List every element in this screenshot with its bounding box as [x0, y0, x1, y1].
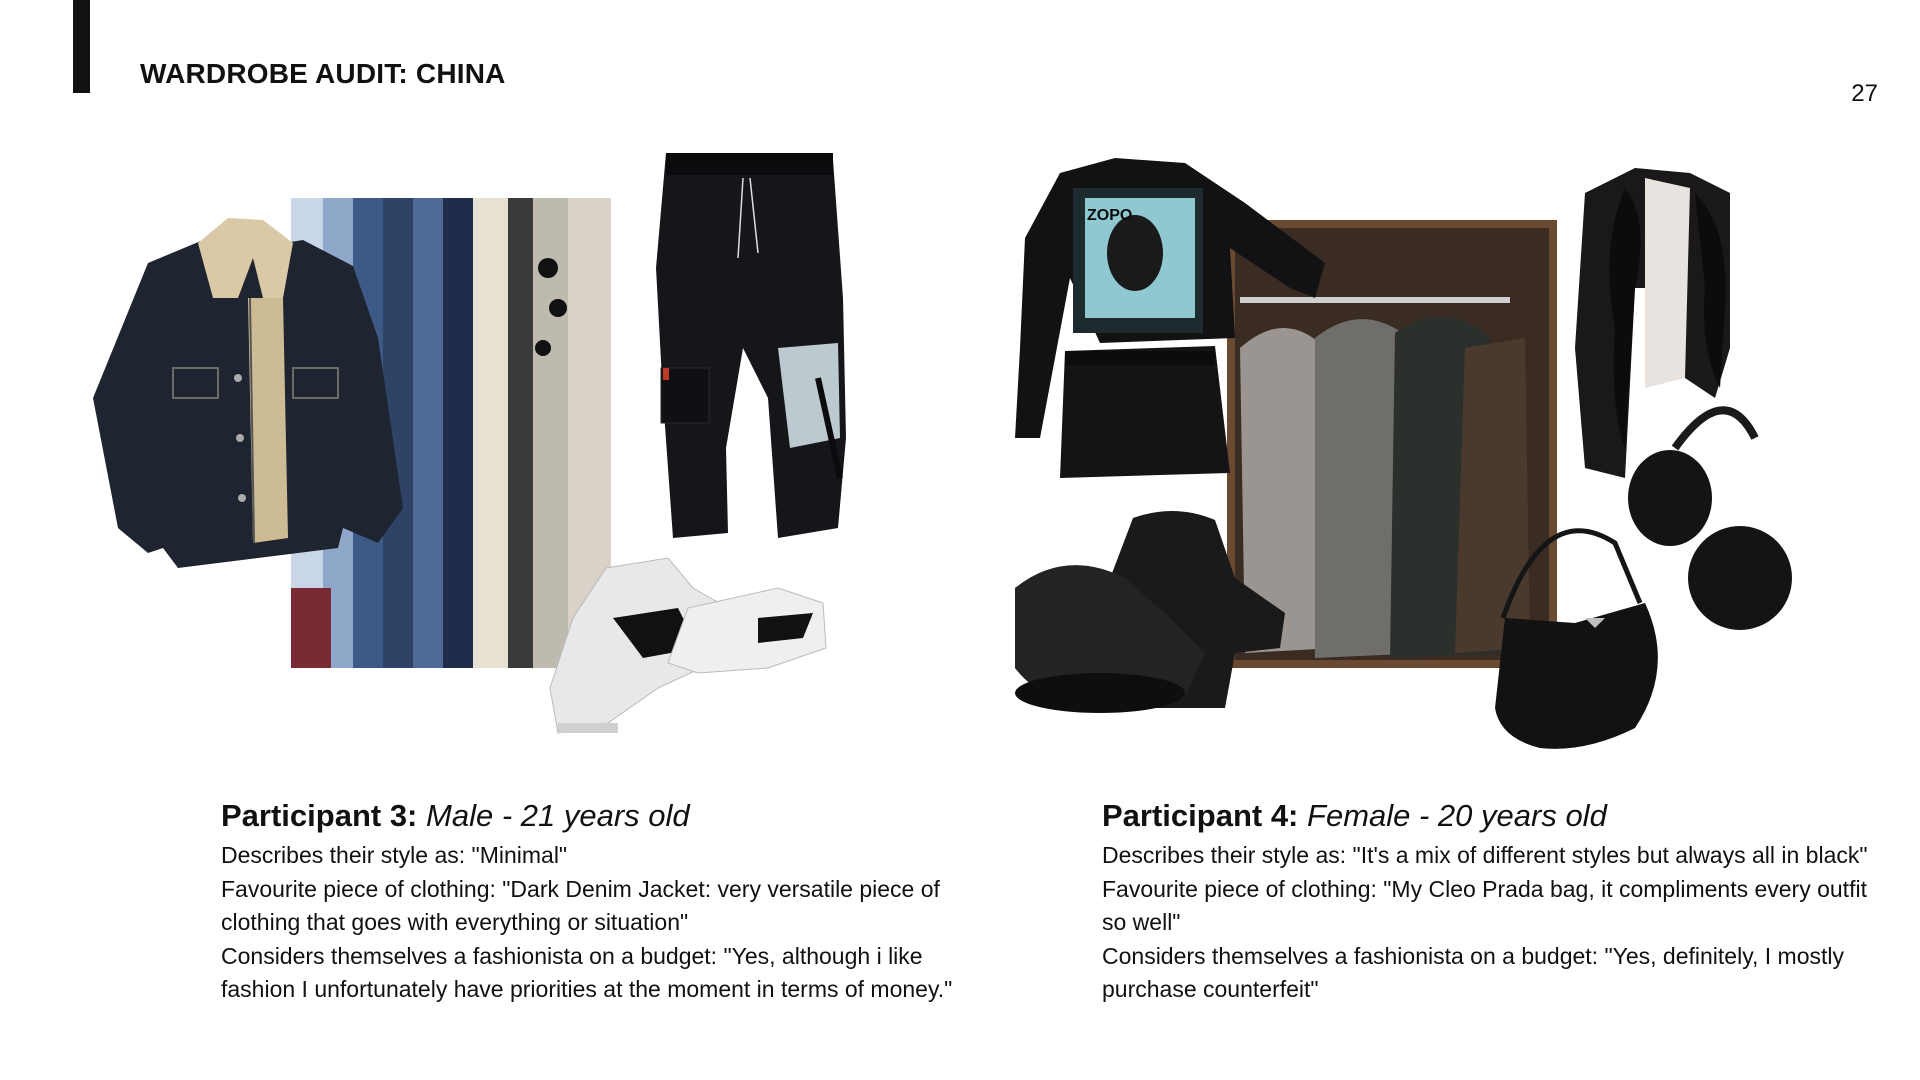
participant-4-name: Participant 4: — [1102, 798, 1299, 833]
fur-jacket-image — [1575, 168, 1730, 478]
earmuffs-image — [1628, 410, 1792, 630]
participant-3-favourite: Favourite piece of clothing: "Dark Denim Jacket: very versatile piece of clothing that goes with everything or situation" — [221, 875, 940, 935]
participant-3-block — [221, 796, 981, 1007]
participant-4-favourite: Favourite piece of clothing: "My Cleo Prada bag, it compliments every outfit so well" — [1102, 875, 1867, 935]
participant-3-demographic: Male - 21 years old — [426, 798, 690, 833]
mini-skirt-image — [1060, 346, 1230, 478]
svg-text:ZOPO: ZOPO — [1087, 207, 1133, 224]
participant-4-style: Describes their style as: "It's a mix of different styles but always all in black" — [1102, 842, 1868, 868]
cargo-pants-image — [656, 153, 846, 538]
participant-4-demographic: Female - 20 years old — [1307, 798, 1607, 833]
participant-4-block — [1102, 796, 1882, 1007]
collage-participant-4 — [985, 148, 1800, 758]
collage-participant-3 — [78, 148, 868, 748]
participant-3-style: Describes their style as: "Minimal" — [221, 842, 568, 868]
participant-4-heading — [1102, 796, 1882, 836]
participant-4-budget: Considers themselves a fashionista on a budget: "Yes, definitely, I mostly purchase counterfeit" — [1102, 942, 1845, 1002]
participant-3-budget: Considers themselves a fashionista on a budget: "Yes, although i like fashion I unfortunately have priorities at the moment in terms of money." — [221, 942, 953, 1002]
accent-bar — [73, 0, 90, 93]
participant-3-heading — [221, 796, 981, 836]
participant-3-name: Participant 3: — [221, 798, 418, 833]
page-number: 27 — [1851, 80, 1878, 107]
page-title: WARDROBE AUDIT: CHINA — [140, 58, 506, 89]
